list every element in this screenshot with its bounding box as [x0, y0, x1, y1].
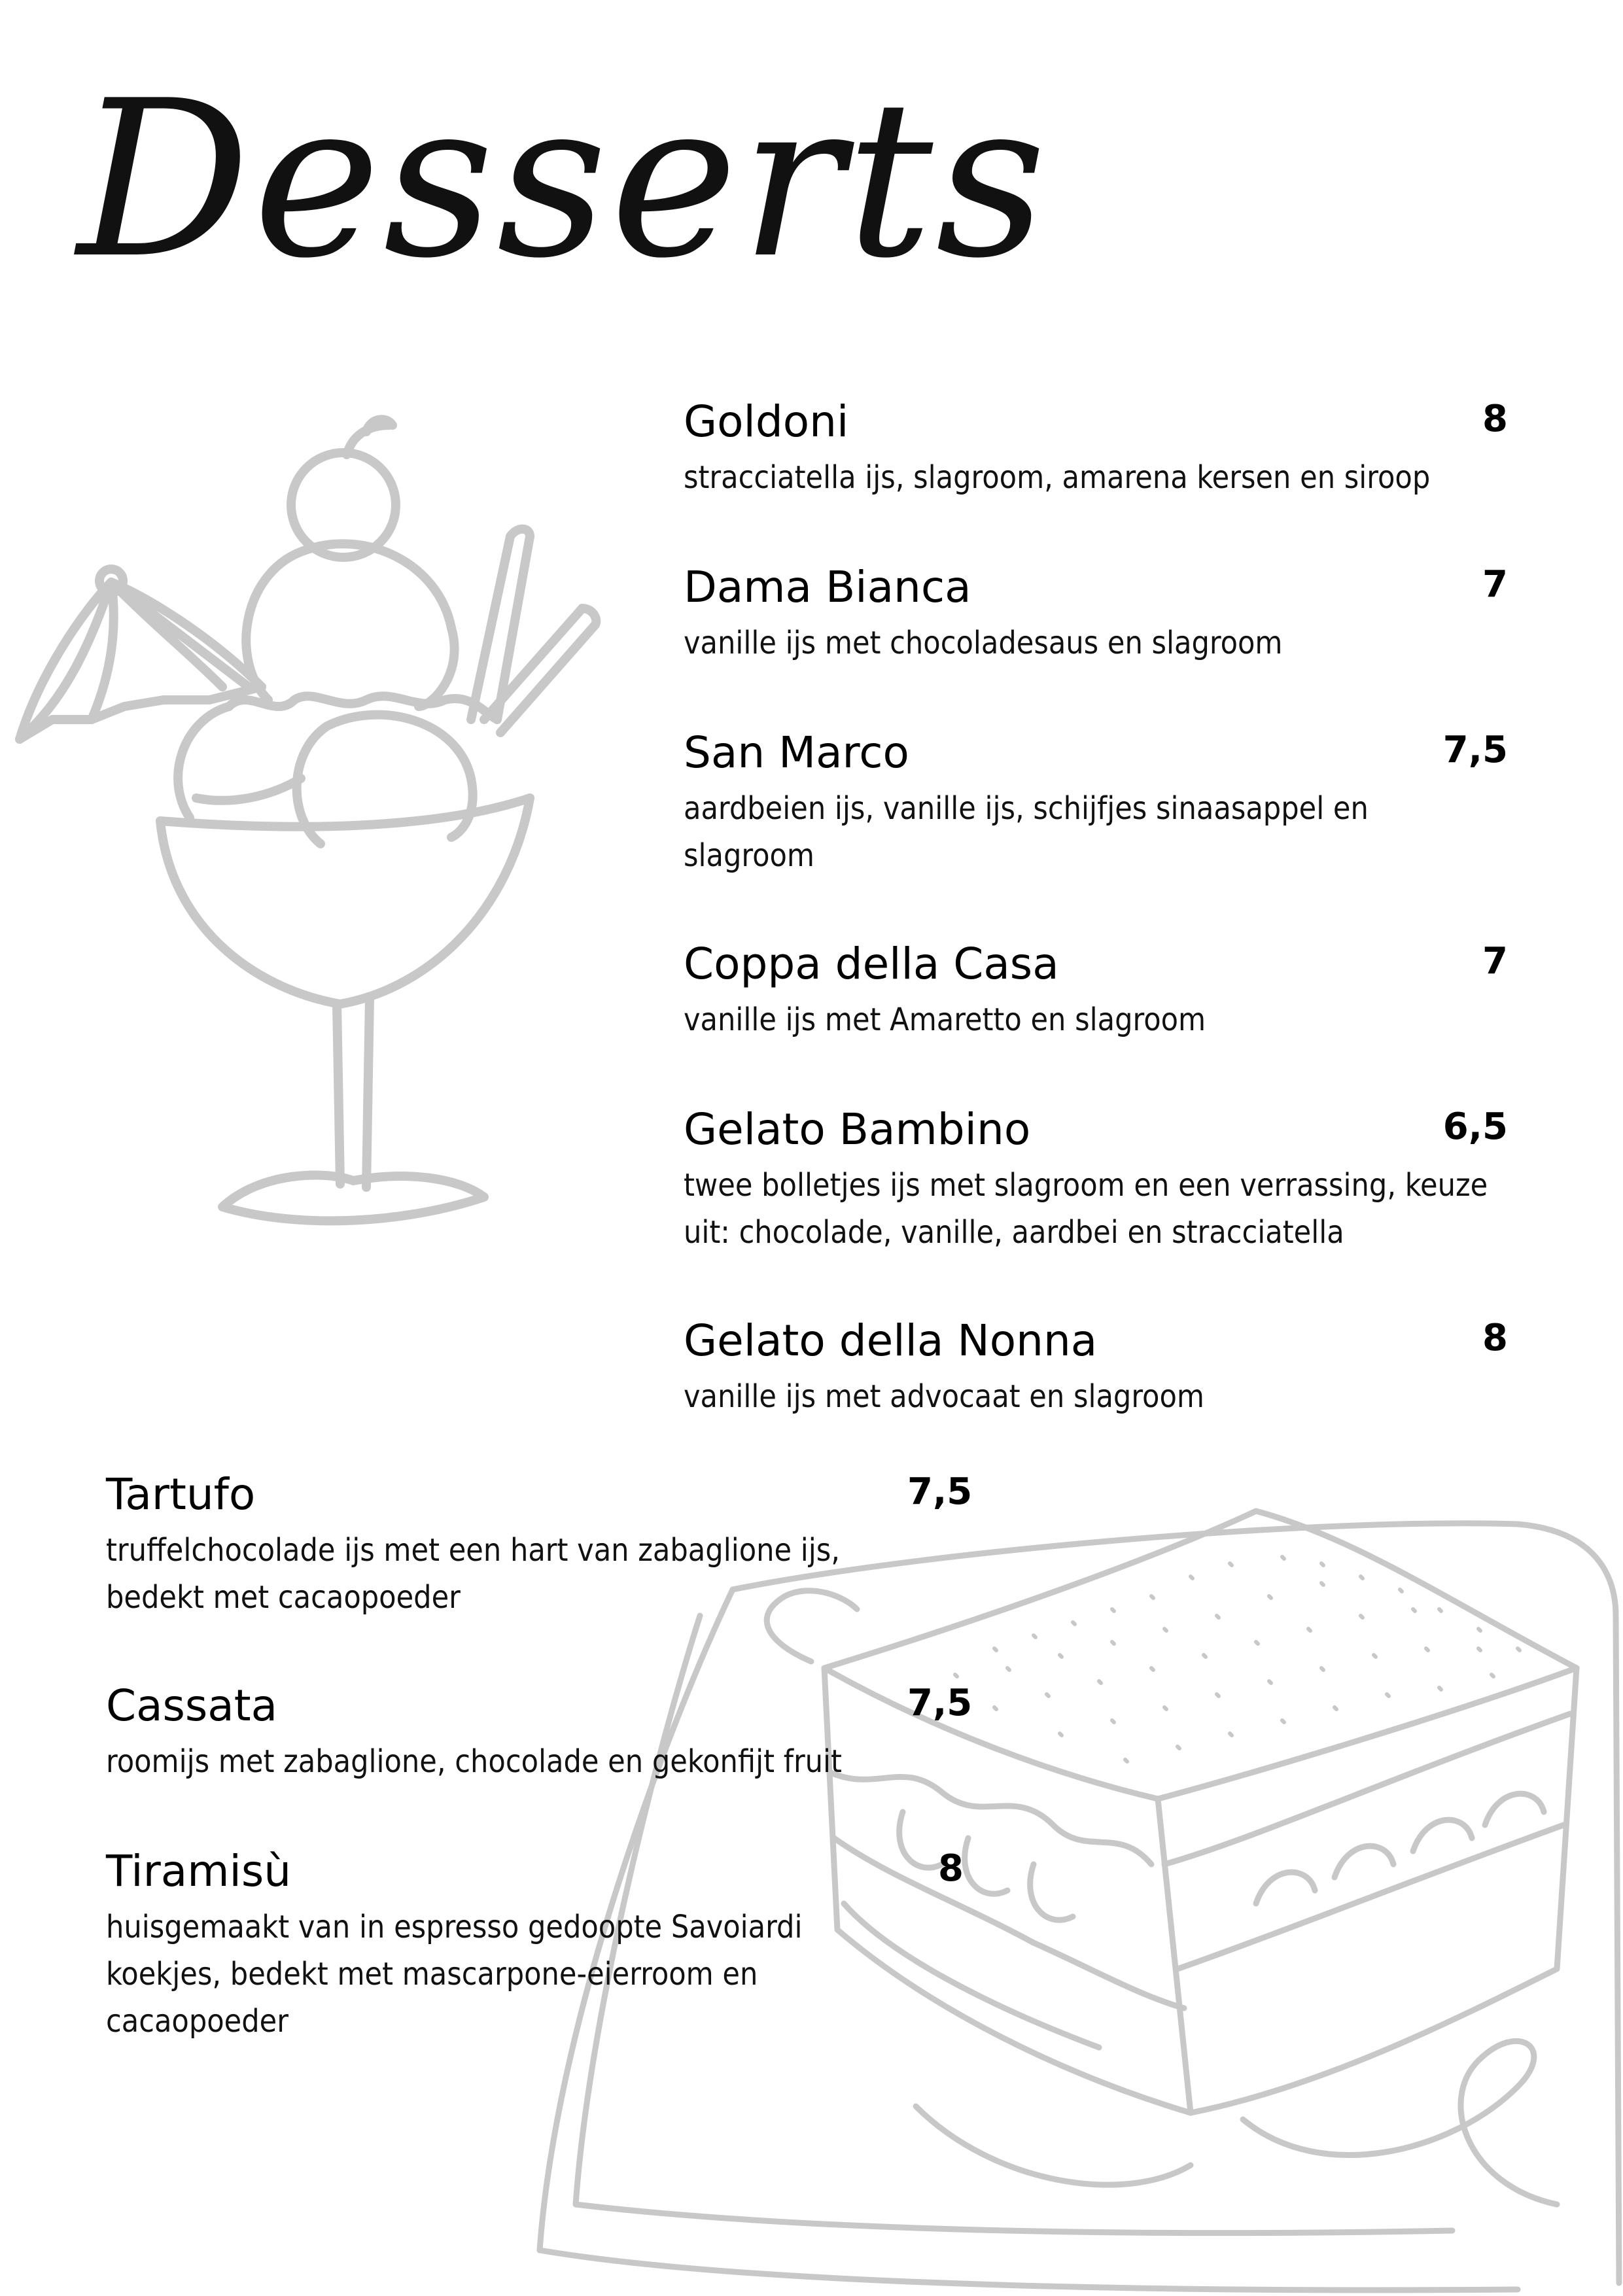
- menu-item-name: Tiramisù: [106, 1846, 292, 1896]
- page-title: Desserts: [77, 54, 1049, 305]
- menu-item: [684, 938, 1508, 1043]
- menu-item: [684, 396, 1508, 501]
- menu-item-price: 6,5: [1442, 1105, 1508, 1148]
- menu-item-price: 7,5: [907, 1682, 973, 1724]
- menu-item-price: 8: [1482, 1317, 1508, 1359]
- menu-item-description: truffelchocolade ijs met een hart van zabaglione ijs, bedekt met cacaopoeder: [106, 1532, 840, 1616]
- menu-item-price: 7,5: [907, 1470, 973, 1513]
- menu-item-name: Gelato Bambino: [684, 1104, 1031, 1155]
- menu-item: [684, 1315, 1508, 1420]
- menu-item: [684, 727, 1508, 879]
- menu-item-description: vanille ijs met Amaretto en slagroom: [684, 1001, 1206, 1039]
- menu-item: [684, 1104, 1508, 1256]
- menu-item: [106, 1845, 964, 2045]
- menu-item-price: 7: [1482, 563, 1508, 606]
- menu-item-price: 7,5: [1442, 729, 1508, 771]
- menu-item-price: 8: [1482, 398, 1508, 440]
- menu-item: [106, 1680, 973, 1785]
- menu-item-description: aardbeien ijs, vanille ijs, schijfjes sinaasappel en slagroom: [684, 790, 1369, 875]
- menu-item-price: 8: [938, 1847, 964, 1890]
- ice-cream-sundae-illustration: [13, 412, 602, 1256]
- menu-item-name: San Marco: [684, 727, 909, 778]
- menu-item-description: twee bolletjes ijs met slagroom en een verrassing, keuze uit: chocolade, vanille, aardbei en stracciatella: [684, 1167, 1488, 1251]
- menu-item-description: vanille ijs met advocaat en slagroom: [684, 1378, 1204, 1416]
- menu-item-description: roomijs met zabaglione, chocolade en gekonfijt fruit: [106, 1743, 842, 1781]
- menu-item-name: Tartufo: [106, 1469, 256, 1520]
- menu-item-description: vanille ijs met chocoladesaus en slagroom: [684, 625, 1283, 662]
- menu-item-description: huisgemaakt van in espresso gedoopte Savoiardi koekjes, bedekt met mascarpone-eierroom en cacaopoeder: [106, 1909, 803, 2040]
- menu-item: [106, 1469, 973, 1621]
- menu-item-name: Goldoni: [684, 396, 849, 447]
- menu-item: [684, 561, 1508, 667]
- menu-item-name: Coppa della Casa: [684, 939, 1059, 989]
- menu-item-price: 7: [1482, 940, 1508, 983]
- menu-item-name: Cassata: [106, 1680, 278, 1731]
- menu-item-description: stracciatella ijs, slagroom, amarena kersen en siroop: [684, 459, 1431, 496]
- menu-item-name: Dama Bianca: [684, 562, 971, 612]
- menu-item-name: Gelato della Nonna: [684, 1315, 1098, 1366]
